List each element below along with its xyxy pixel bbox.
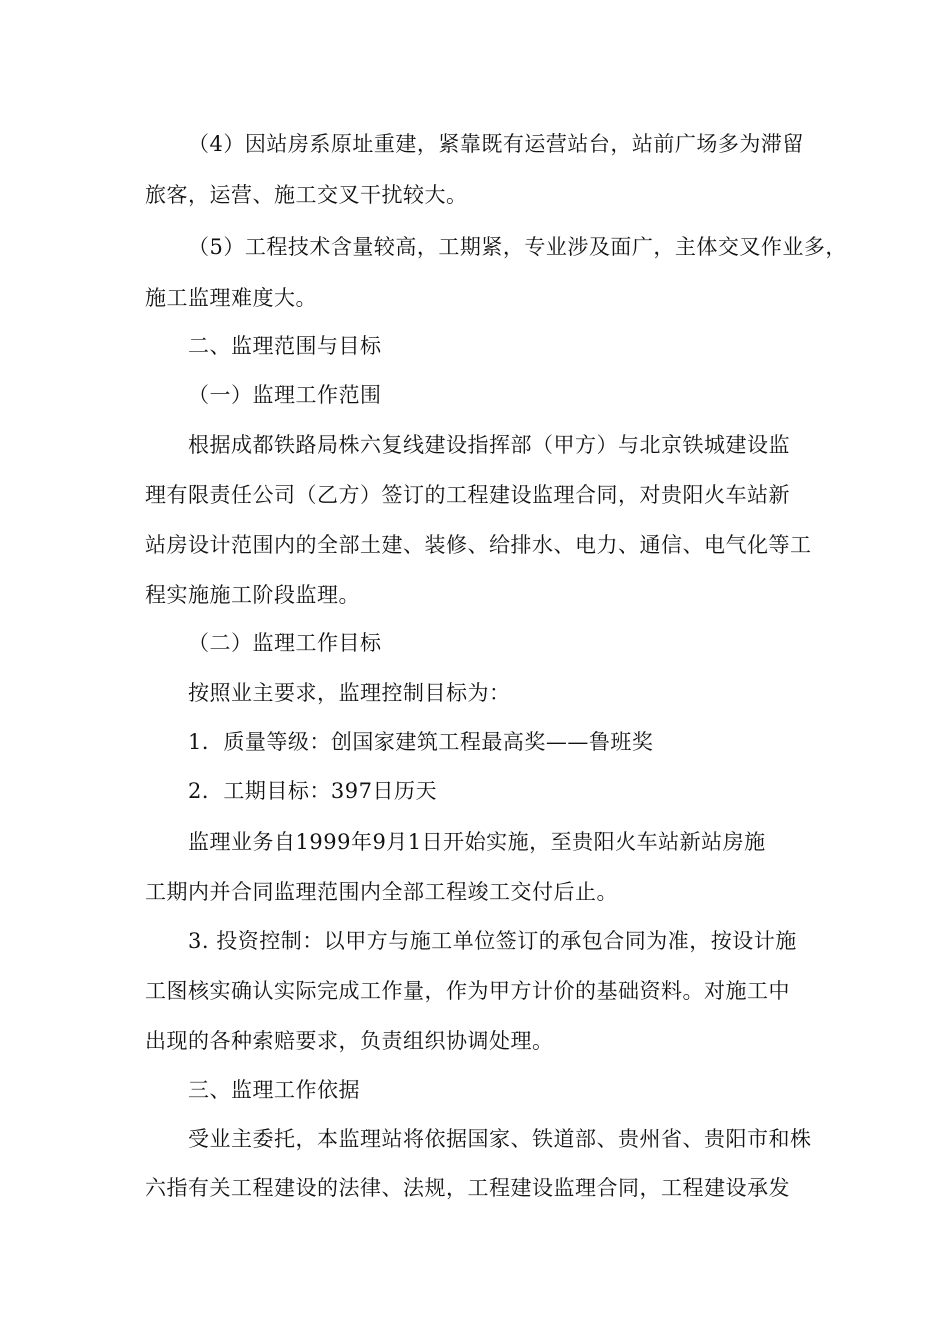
paragraph-line: 六指有关工程建设的法律、法规，工程建设监理合同，工程建设承发 [145,1176,790,1200]
section-heading: 三、监理工作依据 [188,1078,360,1102]
paragraph-line: 程实施施工阶段监理。 [145,583,360,607]
paragraph-line: 理有限责任公司（乙方）签订的工程建设监理合同，对贵阳火车站新 [145,483,790,507]
paragraph-line: 站房设计范围内的全部土建、装修、给排水、电力、通信、电气化等工 [145,533,812,557]
paragraph-line: 工期内并合同监理范围内全部工程竣工交付后止。 [145,880,618,904]
paragraph-line: 按照业主要求，监理控制目标为： [188,681,511,705]
subsection-heading: （二）监理工作目标 [188,631,382,655]
paragraph-line: 施工监理难度大。 [145,286,317,310]
paragraph-line: 旅客，运营、施工交叉干扰较大。 [145,183,468,207]
paragraph-line: 根据成都铁路局株六复线建设指挥部（甲方）与北京铁城建设监 [188,433,790,457]
paragraph-line: 受业主委托，本监理站将依据国家、铁道部、贵州省、贵阳市和株 [188,1127,812,1151]
paragraph-line: （5）工程技术含量较高，工期紧，专业涉及面广，主体交叉作业多， [188,235,847,259]
paragraph-line: 监理业务自1999年9月1日开始实施，至贵阳火车站新站房施 [188,830,766,854]
list-item: 2．工期目标：397日历天 [188,779,437,803]
paragraph-line: 工图核实确认实际完成工作量，作为甲方计价的基础资料。对施工中 [145,979,790,1003]
section-heading: 二、监理范围与目标 [188,334,382,358]
list-item: 3. 投资控制：以甲方与施工单位签订的承包合同为准，按设计施 [188,929,797,953]
paragraph-line: （4）因站房系原址重建，紧靠既有运营站台，站前广场多为滞留 [188,132,804,156]
paragraph-line: 出现的各种索赔要求，负责组织协调处理。 [145,1029,554,1053]
subsection-heading: （一）监理工作范围 [188,383,382,407]
list-item: 1．质量等级：创国家建筑工程最高奖——鲁班奖 [188,730,654,754]
